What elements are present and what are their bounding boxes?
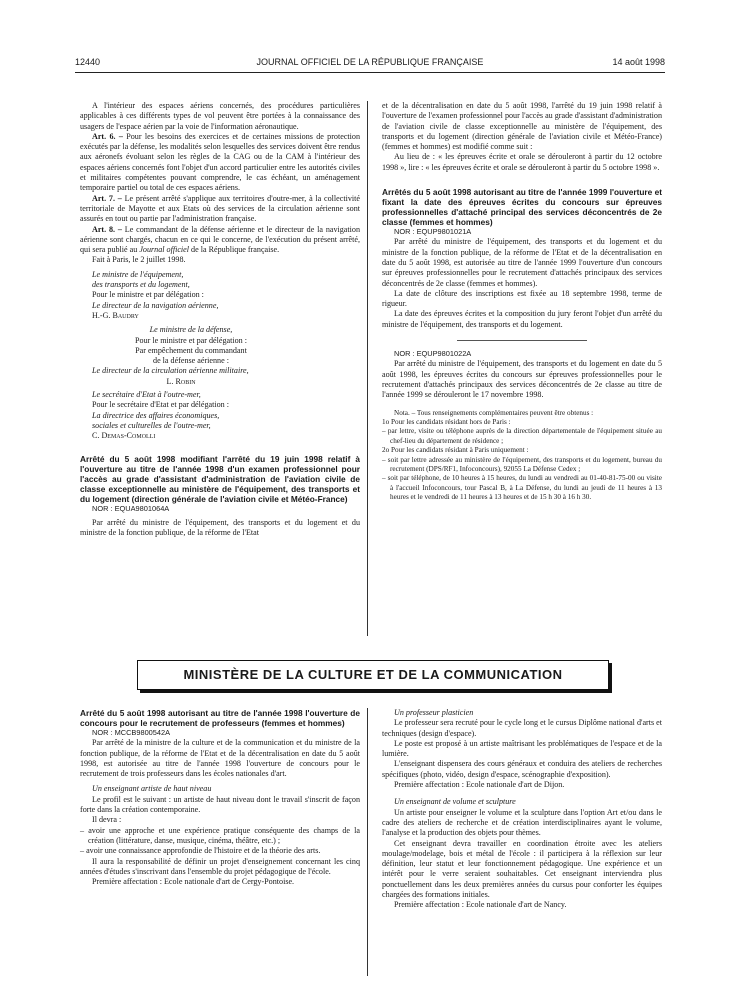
decree-equa <box>80 454 360 539</box>
nota-block: Nota. – Tous renseignements complémentaires peuvent être obtenus : 1o Pour les candidats résidant hors de Paris : – par lettre, visite ou téléphone auprès de la direction départementale de l'équipement située au chef-lieu du département de résidence ; 2o Pour les candidats résidant à Paris uniquement : – soit par lettre adressée au ministère de l'équipement, des transports et du logement, bureau du recrutement (DPS/RF1, Infoconcours), 92055 La Défense Cedex ; – soit par téléphone, de 10 heures à 15 heures, du lundi au vendredi au 01-40-81-75-00 ou visite à l'accueil Infoconcours, tour Pascal B, à La Défense, du lundi au jeudi de 11 heures à 13 heures et le vendredi de 11 heures à 13 heures et de 15 h 30 à 16 h 30. <box>382 408 662 502</box>
nor-reference: NOR : EQUP9801022A <box>394 349 472 359</box>
article-6: Art. 6. – Pour les besoins des exercices et de certaines missions de protection exécutés par la défense, les modalités selon lesquelles des services doivent être rendus aux aéronefs évoluant selon les règles de la CAG ou de la CAM à l'intérieur des espaces aériens concernés font l'objet d'un accord particulier entre les autorités civiles et militaires compétentes pouvant comprendre, le cas échéant, un aménagement temporaire partiel ou total de ces espaces aériens. <box>80 131 360 193</box>
nor-reference: NOR : EQUA9801064A <box>92 503 170 513</box>
header-rule <box>75 72 665 73</box>
paragraph: Cet enseignant devra travailler en coordination étroite avec les ateliers moulage/modelage, bois et métal de l'école : il participera à la réflexion sur leur définition, leur statut et leur fonctionnement pédagogique. Une expérience et un intérêt pour le verre seraient souhaitables. Cet enseignant interviendra plus ponctuellement dans les deux premières années du cursus pour conforter les équipes chargées des formations initiales. <box>382 838 662 900</box>
paragraph: Par arrêté du ministre de l'équipement, des transports et du logement et du ministre de la fonction publique, de la réforme de l'Etat <box>80 517 360 538</box>
paragraph: Il aura la responsabilité de définir un projet d'enseignement concernant les cinq années d'études s'inscrivant dans l'ensemble du projet pédagogique de l'école. <box>80 856 360 876</box>
paragraph: Il devra : <box>92 815 122 825</box>
fait-a-paris: Fait à Paris, le 2 juillet 1998. <box>92 255 186 265</box>
bullet: – avoir une approche et une expérience pratique conséquente des champs de la création (littérature, danse, musique, cinéma, théâtre, etc.) ; <box>80 825 360 845</box>
paragraph: Première affectation : Ecole nationale d'art de Dijon. <box>394 780 565 790</box>
page-header <box>75 57 665 71</box>
article-8: Art. 8. – Le commandant de la défense aérienne et le directeur de la navigation aérienne sont chargés, chacun en ce qui le concerne, de l'exécution du présent arrêté, qui sera publié au Journal officiel de la République française. <box>80 224 360 255</box>
separator-rule <box>457 340 587 341</box>
right-column-top <box>382 101 662 503</box>
paragraph: Par arrêté du ministre de l'équipement, des transports et du logement en date du 5 août 1998, les épreuves écrites du concours sur épreuves professionnelles pour le recrutement d'attachés principaux des services déconcentrés de 2e classe au titre de l'année 1999 se dérouleront le 17 novembre 1998. <box>382 359 662 400</box>
issue-date: 14 août 1998 <box>612 57 665 67</box>
signature-block-3: Le secrétaire d'Etat à l'outre-mer, Pour le secrétaire d'Etat et par délégation : La directrice des affaires économiques, sociales et culturelles de l'outre-mer, C. Demas-Comolli <box>92 390 229 441</box>
paragraph: L'enseignant dispensera des cours généraux et conduira des ateliers de recherches spécifiques (photo, vidéo, design d'espace, scénographie d'exposition). <box>382 759 662 779</box>
paragraph: A l'intérieur des espaces aériens concernés, des procédures particulières applicables à ces différents types de vol peuvent être portées à la connaissance des usagers de l'espace aérien par la voie de l'information aéronautique. <box>80 101 360 131</box>
paragraph: Par arrêté de la ministre de la culture et de la communication et du ministre de la fonction publique, de la réforme de l'Etat et de la décentralisation en date du 5 août 1998, est autorisée au titre de l'année 1998 l'ouverture de concours pour le recrutement de trois professeurs dans les écoles nationales d'art. <box>80 738 360 779</box>
paragraph: Première affectation : Ecole nationale d'art de Cergy-Pontoise. <box>92 877 295 887</box>
article-7: Art. 7. – Le présent arrêté s'applique aux territoires d'outre-mer, à la collectivité territoriale de Mayotte et aux Etats où des services de la circulation aérienne sont assurés en tout ou partie par l'administration française. <box>80 193 361 224</box>
left-column-top <box>80 101 360 538</box>
paragraph: La date de clôture des inscriptions est fixée au 18 septembre 1998, terme de rigueur. <box>382 288 662 309</box>
page-number: 12440 <box>75 57 101 67</box>
signature-block-1: Le ministre de l'équipement, des transports et du logement, Pour le ministre et par délégation : Le directeur de la navigation aérienne, H.-G. Baudry <box>92 269 219 320</box>
paragraph: Première affectation : Ecole nationale d'art de Nancy. <box>394 900 567 910</box>
left-column-bottom <box>80 708 360 887</box>
section-subtitle: Un enseignant de volume et sculpture <box>394 797 516 807</box>
section-subtitle: Un enseignant artiste de haut niveau <box>92 784 212 794</box>
section-subtitle: Un professeur plasticien <box>394 708 474 717</box>
paragraph: Le poste est proposé à un artiste maîtrisant les problématiques de l'espace et de la lumière. <box>382 738 662 759</box>
paragraph: Un artiste pour enseigner le volume et la sculpture dans l'option Art et/ou dans le cadre des ateliers de recherche et de création interdisciplinaires ayant le volume, l'analyse et la production des objets pour thèmes. <box>382 807 662 838</box>
nor-reference: NOR : EQUP9801021A <box>394 227 472 237</box>
paragraph: Par arrêté du ministre de l'équipement, des transports et du logement et du ministre de la fonction publique, de la réforme de l'Etat et de la décentralisation en date du 5 août 1998, est autorisée au titre de l'année 1999 l'ouverture d'un concours sur épreuves professionnelles pour le recrutement d'attachés principaux des services déconcentrés de 2e classe (femmes et hommes). <box>382 237 662 288</box>
nor-reference: NOR : MCCB9800542A <box>92 728 171 737</box>
right-column-bottom <box>382 708 662 911</box>
decree-equp <box>382 187 662 400</box>
paragraph: Le profil est le suivant : un artiste de haut niveau dont le travail s'inscrit de façon forte dans la création contemporaine. <box>80 794 360 815</box>
journal-title: JOURNAL OFFICIEL DE LA RÉPUBLIQUE FRANÇAISE <box>256 57 484 67</box>
decree-title: Arrêté du 5 août 1998 modifiant l'arrêté du 19 juin 1998 relatif à l'ouverture au titre de l'année 1998 d'un examen professionnel pour l'accès au grade d'assistant d'administration de l'aviation civile de classe exceptionnelle au ministère de l'équipement, des transports et du logement (direction générale de l'aviation civile et Météo-France) <box>80 453 360 504</box>
decree-title: Arrêté du 5 août 1998 autorisant au titre de l'année 1998 l'ouverture de concours pour le recrutement de professeurs (femmes et hommes) <box>80 708 360 728</box>
ministry-banner: MINISTÈRE DE LA CULTURE ET DE LA COMMUNICATION <box>137 660 609 690</box>
paragraph: Le professeur sera recruté pour le cycle long et le cursus Diplôme national d'arts et techniques (design d'espace). <box>382 718 662 738</box>
signature-block-2: Le ministre de la défense, Pour le ministre et par délégation : Par empêchement du commandant de la défense aérienne : Le directeur de la circulation aérienne militaire, L. Robin <box>92 325 249 386</box>
paragraph: La date des épreuves écrites et la composition du jury feront l'objet d'un arrêté du ministre de l'équipement, des transports et du logement. <box>382 309 662 329</box>
bullet: – avoir une connaissance approfondie de l'histoire et de la théorie des arts. <box>80 846 321 856</box>
column-divider-top <box>367 101 368 636</box>
column-divider-bottom <box>367 708 368 976</box>
paragraph: et de la décentralisation en date du 5 août 1998, l'arrêté du 19 juin 1998 relatif à l'ouverture de l'examen professionnel pour l'accès au grade d'assistant d'administration de l'aviation civile de classe exceptionnelle au ministère de l'équipement, des transports et du logement (direction générale de l'aviation civile et Météo-France) (femmes et hommes) est modifié comme suit : <box>382 101 662 152</box>
paragraph: Au lieu de : « les épreuves écrite et orale se dérouleront à partir du 12 octobre 1998 », lire : « les épreuves écrite et orale se dérouleront à partir du 5 octobre 1998 ». <box>382 152 662 172</box>
decree-title: Arrêtés du 5 août 1998 autorisant au titre de l'année 1999 l'ouverture et fixant la date des épreuves écrites du concours sur épreuves professionnelles d'attaché principal des services déconcentrés de 2e classe (femmes et hommes) <box>382 187 662 228</box>
